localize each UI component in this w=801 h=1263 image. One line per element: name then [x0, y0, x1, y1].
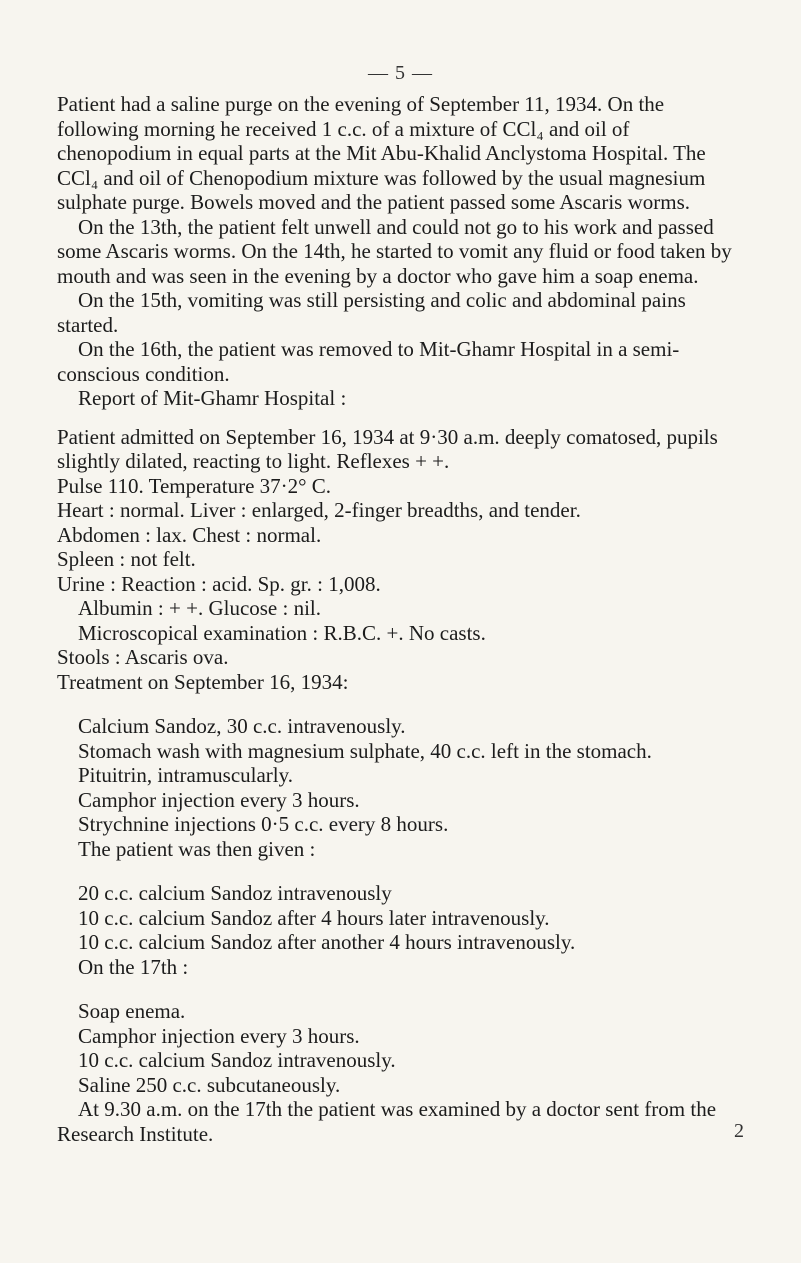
- given-10cc-first: 10 c.c. calcium Sandoz after 4 hours later intravenously.: [78, 905, 550, 930]
- seventeenth-saline: Saline 250 c.c. subcutaneously.: [78, 1072, 341, 1097]
- treatment-pituitrin: Pituitrin, intramuscularly.: [78, 763, 294, 787]
- paragraph-15th: On the 15th, vomiting was still persisting and colic and abdominal pains started.: [57, 288, 686, 337]
- paragraph-purge: Patient had a saline purge on the evening of September 11, 1934. On the following morning he received 1 c.c. of a mixture of CCl₄ and oil of chenopodium in equal parts at the Mit Abu-Khalid Anclystoma Hospital. The CCl₄ and oil of Chenopodium mixture was followed by the usual magnesium sulphate purge. Bowels moved and the patient passed some Ascaris worms.: [57, 92, 706, 214]
- treatment-heading: Treatment on September 16, 1934:: [57, 669, 349, 694]
- paragraph-16th: On the 16th, the patient was removed to Mit-Ghamr Hospital in a semi-conscious condition.: [57, 337, 680, 386]
- treatment-then-given: The patient was then given :: [78, 836, 316, 861]
- report-abdomen: Abdomen : lax. Chest : normal.: [57, 522, 322, 547]
- report-pulse: Pulse 110. Temperature 37·2° C.: [57, 473, 332, 498]
- report-heading: Report of Mit-Ghamr Hospital :: [78, 386, 347, 410]
- report-spleen: Spleen : not felt.: [57, 547, 196, 571]
- seventeenth-camphor: Camphor injection every 3 hours.: [78, 1023, 360, 1048]
- treatment-calcium: Calcium Sandoz, 30 c.c. intravenously.: [78, 714, 406, 738]
- page-number-top: — 5 —: [368, 62, 433, 84]
- report-urine: Urine : Reaction : acid. Sp. gr. : 1,008.: [57, 571, 381, 596]
- treatment-camphor: Camphor injection every 3 hours.: [78, 787, 360, 812]
- report-heart: Heart : normal. Liver : enlarged, 2-finger breadths, and tender.: [57, 498, 581, 522]
- report-microscopy: Microscopical examination : R.B.C. +. No casts.: [78, 620, 486, 645]
- given-10cc-second: 10 c.c. calcium Sandoz after another 4 hours intravenously.: [78, 930, 576, 954]
- document-body: [57, 92, 747, 1146]
- report-admission: Patient admitted on September 16, 1934 at 9·30 a.m. deeply comatosed, pupils slightly dilated, reacting to light. Reflexes + +.: [57, 424, 718, 473]
- seventeenth-examination: At 9.30 a.m. on the 17th the patient was examined by a doctor sent from the Research Institute.: [57, 1097, 717, 1146]
- page-number-bottom: 2: [734, 1120, 744, 1142]
- seventeenth-enema: Soap enema.: [78, 999, 186, 1023]
- seventeenth-heading: On the 17th :: [78, 954, 189, 979]
- paragraph-13th: On the 13th, the patient felt unwell and could not go to his work and passed some Ascaris worms. On the 14th, he started to vomit any fluid or food taken by mouth and was seen in the evening by a doctor who gave him a soap enema.: [57, 214, 732, 288]
- report-stools: Stools : Ascaris ova.: [57, 645, 229, 669]
- treatment-stomach-wash: Stomach wash with magnesium sulphate, 40 c.c. left in the stomach.: [78, 738, 652, 763]
- given-20cc: 20 c.c. calcium Sandoz intravenously: [78, 881, 392, 905]
- report-albumin: Albumin : + +. Glucose : nil.: [78, 596, 322, 620]
- treatment-strychnine: Strychnine injections 0·5 c.c. every 8 hours.: [78, 812, 449, 836]
- seventeenth-calcium: 10 c.c. calcium Sandoz intravenously.: [78, 1048, 396, 1072]
